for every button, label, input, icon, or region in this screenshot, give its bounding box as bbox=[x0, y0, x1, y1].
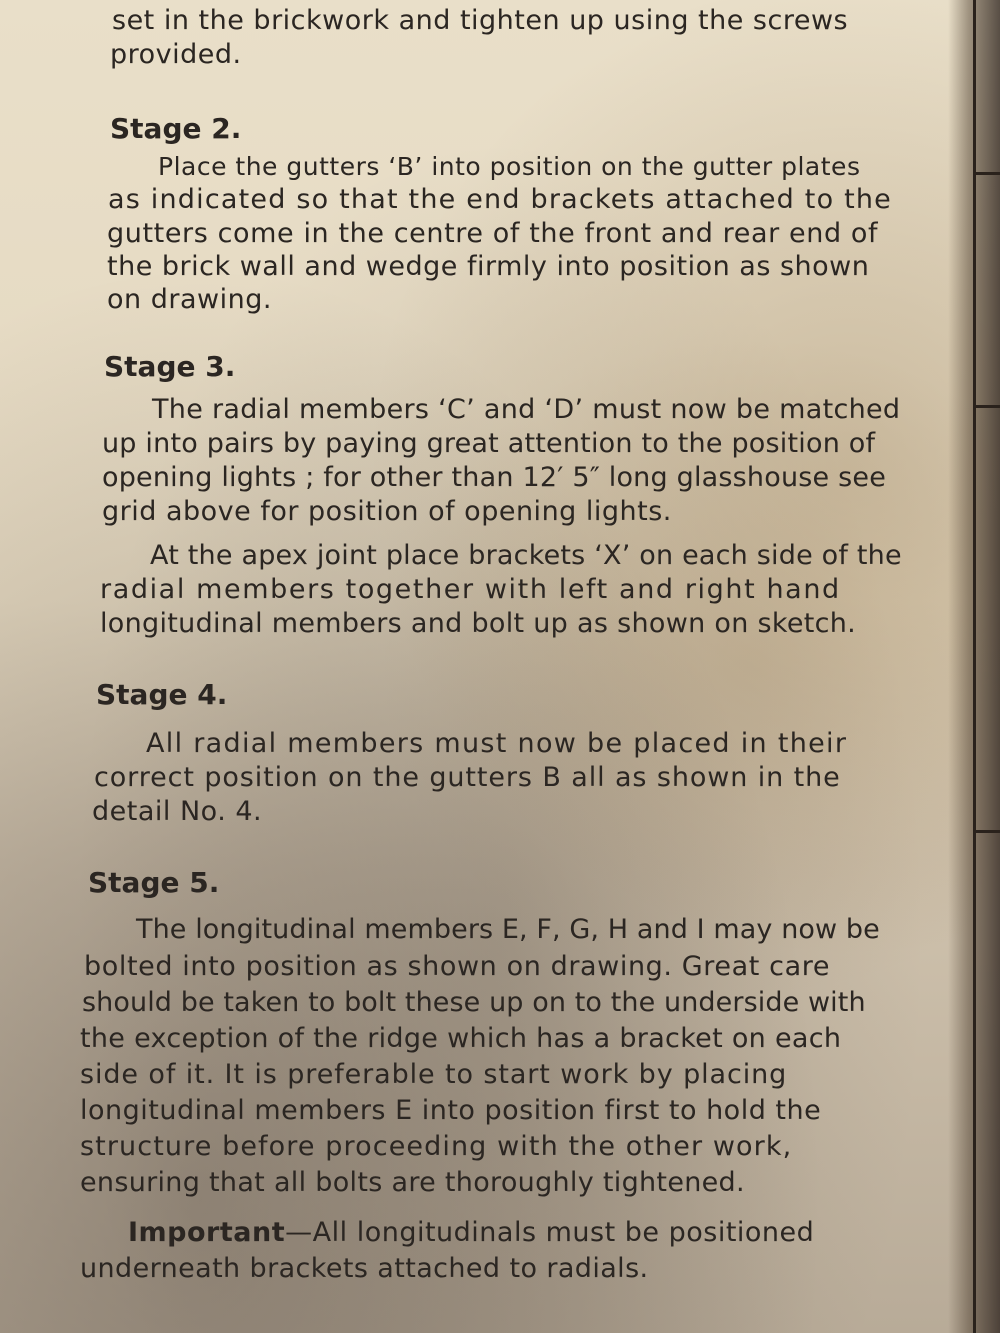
stage-3-line: The radial members ‘C’ and ‘D’ must now be matched bbox=[152, 394, 901, 425]
border-tick bbox=[973, 405, 1000, 408]
stage-3-line: radial members together with left and right hand bbox=[100, 574, 841, 605]
border-tick bbox=[973, 830, 1000, 833]
important-label: Important bbox=[128, 1217, 286, 1248]
stage-5-heading: Stage 5. bbox=[88, 866, 220, 899]
stage-5-line: structure before proceeding with the other work, bbox=[80, 1131, 793, 1162]
stage-2-line: the brick wall and wedge firmly into position as shown bbox=[107, 251, 870, 282]
stage-5-line: should be taken to bolt these up on to the underside with bbox=[82, 987, 866, 1018]
stage-3-line: longitudinal members and bolt up as shown on sketch. bbox=[100, 608, 857, 639]
stage-5-line: side of it. It is preferable to start work by placing bbox=[80, 1059, 788, 1090]
important-note-line: underneath brackets attached to radials. bbox=[80, 1253, 649, 1284]
stage-5-line: bolted into position as shown on drawing. Great care bbox=[84, 951, 831, 982]
stage-4-line: All radial members must now be placed in their bbox=[146, 728, 848, 759]
stage-2-line: on drawing. bbox=[107, 284, 272, 315]
stage-3-line: up into pairs by paying great attention to the position of bbox=[102, 428, 876, 459]
stage-3-heading: Stage 3. bbox=[104, 350, 236, 383]
instruction-sheet bbox=[80, 0, 930, 1333]
border-tick bbox=[973, 172, 1000, 175]
stage-5-line: ensuring that all bolts are thoroughly tightened. bbox=[80, 1167, 745, 1198]
intro-line: set in the brickwork and tighten up using the screws bbox=[112, 5, 849, 36]
stage-4-line: detail No. 4. bbox=[92, 796, 263, 827]
stage-2-line: as indicated so that the end brackets attached to the bbox=[108, 184, 892, 215]
stage-3-line: At the apex joint place brackets ‘X’ on each side of the bbox=[150, 540, 902, 571]
stage-4-heading: Stage 4. bbox=[96, 678, 228, 711]
stage-3-line: opening lights ; for other than 12′ 5″ long glasshouse see bbox=[102, 462, 887, 493]
stage-2-line: Place the gutters ‘B’ into position on the gutter plates bbox=[158, 152, 861, 181]
stage-5-line: The longitudinal members E, F, G, H and I may now be bbox=[136, 914, 880, 945]
important-note-line bbox=[128, 1216, 814, 1250]
stage-5-line: the exception of the ridge which has a bracket on each bbox=[80, 1023, 842, 1054]
stage-2-line: gutters come in the centre of the front and rear end of bbox=[107, 218, 879, 249]
stage-3-line: grid above for position of opening lights. bbox=[102, 496, 672, 527]
stage-5-line: longitudinal members E into position first to hold the bbox=[80, 1095, 822, 1126]
stage-2-heading: Stage 2. bbox=[110, 112, 242, 145]
border-line bbox=[973, 0, 976, 1333]
stage-4-line: correct position on the gutters B all as shown in the bbox=[94, 762, 841, 793]
intro-line: provided. bbox=[110, 39, 242, 70]
important-text: —All longitudinals must be positioned bbox=[285, 1217, 815, 1248]
